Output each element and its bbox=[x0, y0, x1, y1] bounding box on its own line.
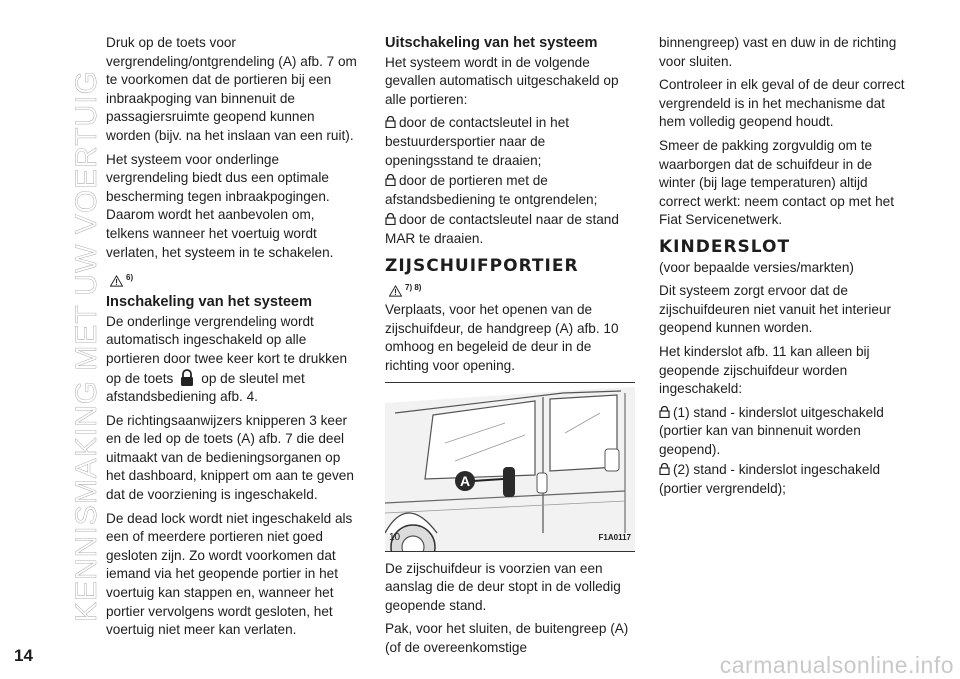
sliding-door-illustration bbox=[385, 383, 635, 551]
bullet-item bbox=[385, 172, 635, 209]
page-number: 14 bbox=[14, 646, 33, 665]
bullet-item bbox=[385, 114, 635, 170]
paragraph: Het systeem voor onderlinge vergrendeling biedt dus een optimale bescherming tegen inbraakpogingen. Daarom wordt het aanbevolen om, telkens wanneer het voertuig wordt verlaten, het systeem in te schakelen. bbox=[106, 151, 334, 260]
paragraph: Pak, voor het sluiten, de buitengreep (A) (of de overeenkomstige bbox=[385, 621, 629, 655]
paragraph: (voor bepaalde versies/markten) bbox=[659, 259, 854, 275]
section-heading: Uitschakeling van het systeem bbox=[385, 35, 598, 51]
section-title: KINDERSLOT bbox=[659, 236, 791, 257]
bullet-text: (1) stand - kinderslot uitgeschakeld (portier kan van binnenuit worden geopend). bbox=[659, 404, 884, 457]
paragraph: binnengreep) vast en duw in de richting voor sluiten. bbox=[659, 35, 897, 69]
warning-reference-number: 6) bbox=[126, 272, 134, 282]
figure-number: 10 bbox=[389, 531, 401, 543]
bullet-text: (2) stand - kinderslot ingeschakeld (portier vergrendeld); bbox=[659, 462, 881, 497]
bullet-text: door de portieren met de afstandsbediening te ontgrendelen; bbox=[385, 173, 598, 207]
paragraph: Het systeem wordt in de volgende gevallen automatisch uitgeschakeld op alle portieren: bbox=[385, 54, 619, 107]
paragraph: Controleer in elk geval of de deur correct vergrendeld is in het mechanisme dat hem volledig geopend houdt. bbox=[659, 77, 905, 130]
bullet-text: door de contactsleutel in het bestuurdersportier naar de openingsstand te draaien; bbox=[385, 115, 570, 168]
chapter-side-title bbox=[48, 22, 103, 622]
warning-reference bbox=[389, 277, 635, 297]
paragraph: De richtingsaanwijzers knipperen 3 keer en de led op de toets (A) afb. 7 die deel uitmaakt van de bedieningsorganen op het dashboard, knippert om aan te geven dat de voorziening is ingeschakeld. bbox=[106, 412, 354, 503]
text-column-1 bbox=[106, 34, 358, 645]
bullet-square-icon bbox=[385, 213, 396, 225]
figure-sliding-door bbox=[385, 382, 635, 552]
paragraph bbox=[106, 313, 358, 407]
bullet-square-icon bbox=[659, 463, 670, 475]
paragraph: De zijschuifdeur is voorzien van een aanslag die de deur stopt in de volledig geopende stand. bbox=[385, 560, 621, 613]
warning-reference bbox=[110, 267, 358, 287]
paragraph: Dit systeem zorgt ervoor dat de zijschuifdeuren niet vanuit het interieur geopend kunnen worden. bbox=[659, 283, 891, 336]
bullet-square-icon bbox=[385, 174, 396, 186]
bullet-square-icon bbox=[385, 116, 396, 128]
figure-callout-label: A bbox=[459, 472, 471, 489]
section-heading: Inschakeling van het systeem bbox=[106, 294, 313, 311]
paragraph-text: De onderlinge vergrendeling wordt automatisch ingeschakeld op alle portieren door twee keer kort te drukken op de toets bbox=[106, 313, 348, 386]
warning-triangle-icon bbox=[110, 275, 123, 287]
bullet-square-icon bbox=[659, 406, 670, 418]
bullet-text: door de contactsleutel naar de stand MAR te draaien. bbox=[385, 212, 619, 246]
bullet-item bbox=[659, 461, 909, 498]
text-column-2 bbox=[385, 34, 635, 662]
section-title: ZIJSCHUIFPORTIER bbox=[385, 255, 579, 276]
paragraph: Het kinderslot afb. 11 kan alleen bij geopende zijschuifdeur worden ingeschakeld: bbox=[659, 343, 870, 397]
figure-code: F1A0117 bbox=[598, 532, 631, 542]
paragraph: Druk op de toets voor vergrendeling/ontgrendeling (A) afb. 7 om te voorkomen dat de portieren bij een inbraakpoging van binnenuit de passagiersruimte geopend kunnen worden (bijv. na het inslaan van een ruit). bbox=[106, 35, 357, 143]
warning-reference-number: 7) 8) bbox=[405, 282, 422, 292]
paragraph: Smeer de pakking zorgvuldig om te waarborgen dat de schuifdeur in de winter (bij lage temperaturen) altijd correct werkt: neem contact op met het Fiat Servicenetwerk. bbox=[659, 137, 894, 228]
watermark-text: carmanualsonline.info bbox=[719, 652, 954, 678]
paragraph: Verplaats, voor het openen van de zijschuifdeur, de handgreep (A) afb. 10 omhoog en begeleid de deur in de richting voor opening. bbox=[385, 302, 619, 373]
paragraph: De dead lock wordt niet ingeschakeld als een of meerdere portieren niet goed gesloten zijn. Zo wordt voorkomen dat iemand via het geopende portier in het voertuig kan stappen en, wanneer het portier vervolgens wordt gesloten, het voertuig niet meer kan verlaten. bbox=[106, 510, 353, 638]
chapter-side-title-text: KENNISMAKING MET UW VOERTUIG bbox=[70, 70, 103, 622]
paragraph-text: op de sleutel met afstandsbediening afb. 4. bbox=[106, 370, 305, 405]
padlock-key-button-icon bbox=[179, 369, 195, 387]
text-column-3 bbox=[659, 34, 909, 501]
bullet-item bbox=[659, 404, 909, 460]
bullet-item bbox=[385, 211, 635, 248]
warning-triangle-icon bbox=[389, 285, 402, 297]
